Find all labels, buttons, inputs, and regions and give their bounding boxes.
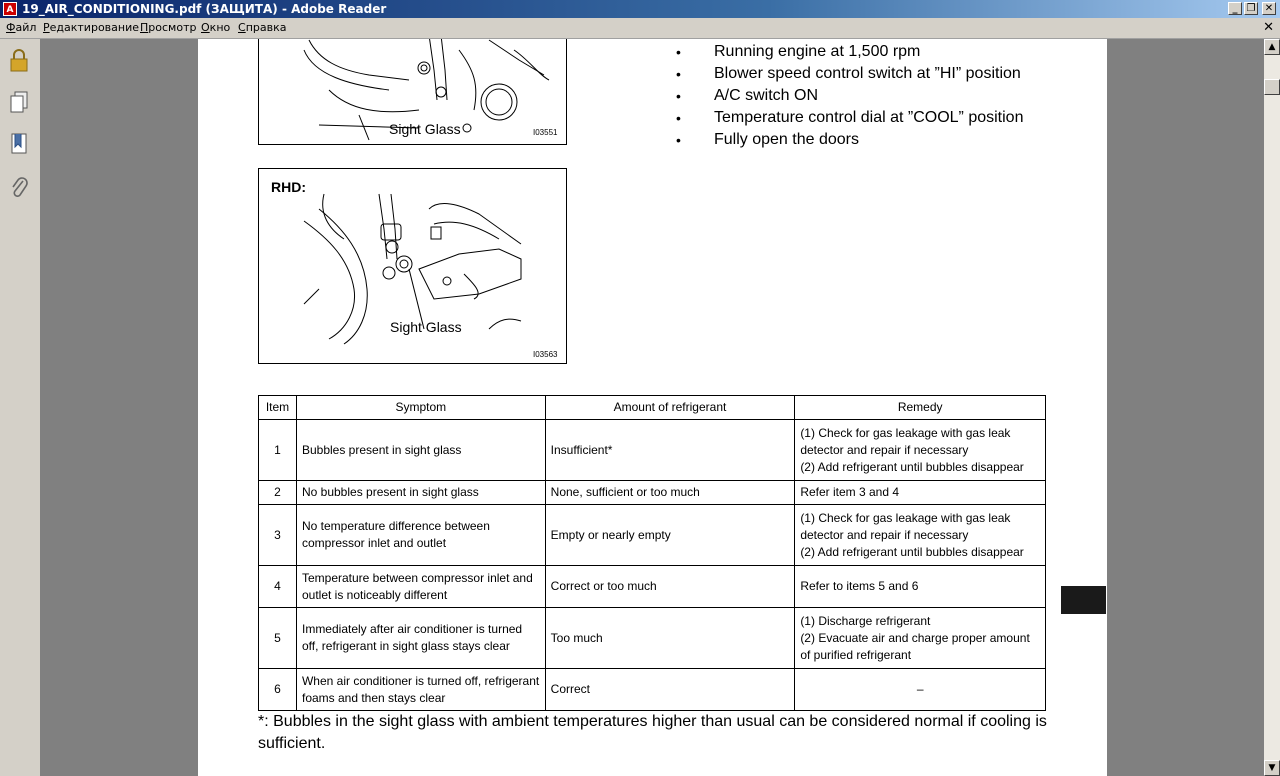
amount-cell: Correct or too much — [545, 566, 795, 608]
item-cell: 6 — [259, 669, 297, 711]
scroll-thumb[interactable] — [1264, 79, 1280, 95]
close-document-button[interactable]: ✕ — [1263, 20, 1274, 35]
menu-edit[interactable]: Редактирование — [43, 21, 139, 34]
title-bar — [0, 0, 1280, 18]
header-remedy: Remedy — [795, 396, 1046, 420]
header-item: Item — [259, 396, 297, 420]
menu-window[interactable]: Окно — [201, 21, 231, 34]
figure-sight-glass-lhd — [258, 39, 567, 145]
figure-2-code: I03563 — [533, 350, 558, 359]
remedy-step: (1) Check for gas leakage with gas leak detector and repair if necessary — [800, 425, 1011, 457]
item-cell: 1 — [259, 420, 297, 481]
item-cell: 4 — [259, 566, 297, 608]
remedy-step: (2) Add refrigerant until bubbles disappear — [800, 544, 1024, 559]
amount-cell: Too much — [545, 608, 795, 669]
amount-cell: Insufficient* — [545, 420, 795, 481]
amount-cell: None, sufficient or too much — [545, 481, 795, 505]
remedy-cell — [795, 420, 1046, 481]
symptom-cell: No temperature difference between compressor inlet and outlet — [296, 505, 545, 566]
figure-1-code: I03551 — [533, 128, 558, 137]
symptom-cell: Temperature between compressor inlet and outlet is noticeably different — [296, 566, 545, 608]
menu-help[interactable]: Справка — [238, 21, 287, 34]
remedy-step: Refer to items 5 and 6 — [800, 579, 919, 593]
restore-button[interactable]: ❐ — [1244, 2, 1258, 15]
condition-item: • Fully open the doors — [676, 129, 1023, 151]
attachment-icon[interactable] — [8, 175, 30, 201]
pages-icon[interactable] — [8, 89, 30, 115]
header-amount: Amount of refrigerant — [545, 396, 795, 420]
remedy-cell — [795, 608, 1046, 669]
item-cell: 5 — [259, 608, 297, 669]
scroll-down-button[interactable]: ▼ — [1264, 760, 1280, 776]
item-cell: 3 — [259, 505, 297, 566]
table-row — [259, 566, 1046, 608]
figure-sight-glass-rhd — [258, 168, 567, 364]
amount-cell: Correct — [545, 669, 795, 711]
symptom-cell: Bubbles present in sight glass — [296, 420, 545, 481]
table-row — [259, 669, 1046, 711]
remedy-step: (2) Evacuate air and charge proper amount of purified refrigerant — [800, 630, 1030, 662]
table-row — [259, 608, 1046, 669]
window-title: 19_AIR_CONDITIONING.pdf (ЗАЩИТА) - Adobe Reader — [22, 2, 387, 16]
adobe-reader-icon: A — [3, 2, 17, 16]
condition-item: • A/C switch ON — [676, 85, 1023, 107]
figure-1-caption: Sight Glass — [389, 121, 461, 137]
remedy-cell — [795, 481, 1046, 505]
item-cell: 2 — [259, 481, 297, 505]
figure-2-caption: Sight Glass — [390, 319, 462, 335]
header-symptom: Symptom — [296, 396, 545, 420]
menu-view[interactable]: Просмотр — [140, 21, 197, 34]
condition-item: • Running engine at 1,500 rpm — [676, 41, 1023, 63]
remedy-step: Refer item 3 and 4 — [800, 485, 900, 499]
remedy-cell — [795, 505, 1046, 566]
symptom-cell: No bubbles present in sight glass — [296, 481, 545, 505]
navigation-panel — [0, 39, 41, 776]
menu-file[interactable]: Файл — [6, 21, 37, 34]
minimize-button[interactable]: _ — [1228, 2, 1242, 15]
vertical-scrollbar[interactable] — [1264, 39, 1280, 776]
remedy-step: (1) Check for gas leakage with gas leak detector and repair if necessary — [800, 510, 1011, 542]
page-tab-marker — [1061, 586, 1106, 614]
symptom-cell: When air conditioner is turned off, refrigerant foams and then stays clear — [296, 669, 545, 711]
figure-2-label: RHD: — [271, 179, 306, 195]
amount-cell: Empty or nearly empty — [545, 505, 795, 566]
condition-item: • Temperature control dial at ”COOL” position — [676, 107, 1023, 129]
close-window-button[interactable]: ✕ — [1262, 2, 1276, 15]
remedy-step: (1) Discharge refrigerant — [800, 613, 931, 628]
pdf-page — [198, 39, 1107, 776]
remedy-step: – — [916, 682, 924, 696]
table-header-row — [259, 396, 1046, 420]
symptom-cell: Immediately after air conditioner is turned off, refrigerant in sight glass stays clear — [296, 608, 545, 669]
table-row — [259, 481, 1046, 505]
remedy-cell — [795, 566, 1046, 608]
footnote: *: Bubbles in the sight glass with ambient temperatures higher than usual can be considered normal if cooling is sufficient. — [258, 713, 1047, 752]
bookmark-icon[interactable] — [8, 131, 30, 157]
lock-icon[interactable] — [8, 47, 30, 73]
condition-item: • Blower speed control switch at ”HI” position — [676, 63, 1023, 85]
refrigerant-symptom-table — [258, 395, 1046, 711]
remedy-step: (2) Add refrigerant until bubbles disappear — [800, 459, 1024, 474]
table-row — [259, 505, 1046, 566]
document-viewport[interactable] — [41, 39, 1264, 776]
test-conditions-list — [676, 41, 1023, 151]
remedy-cell — [795, 669, 1046, 711]
scroll-up-button[interactable]: ▲ — [1264, 39, 1280, 55]
menu-bar — [0, 18, 1280, 39]
table-row — [259, 420, 1046, 481]
